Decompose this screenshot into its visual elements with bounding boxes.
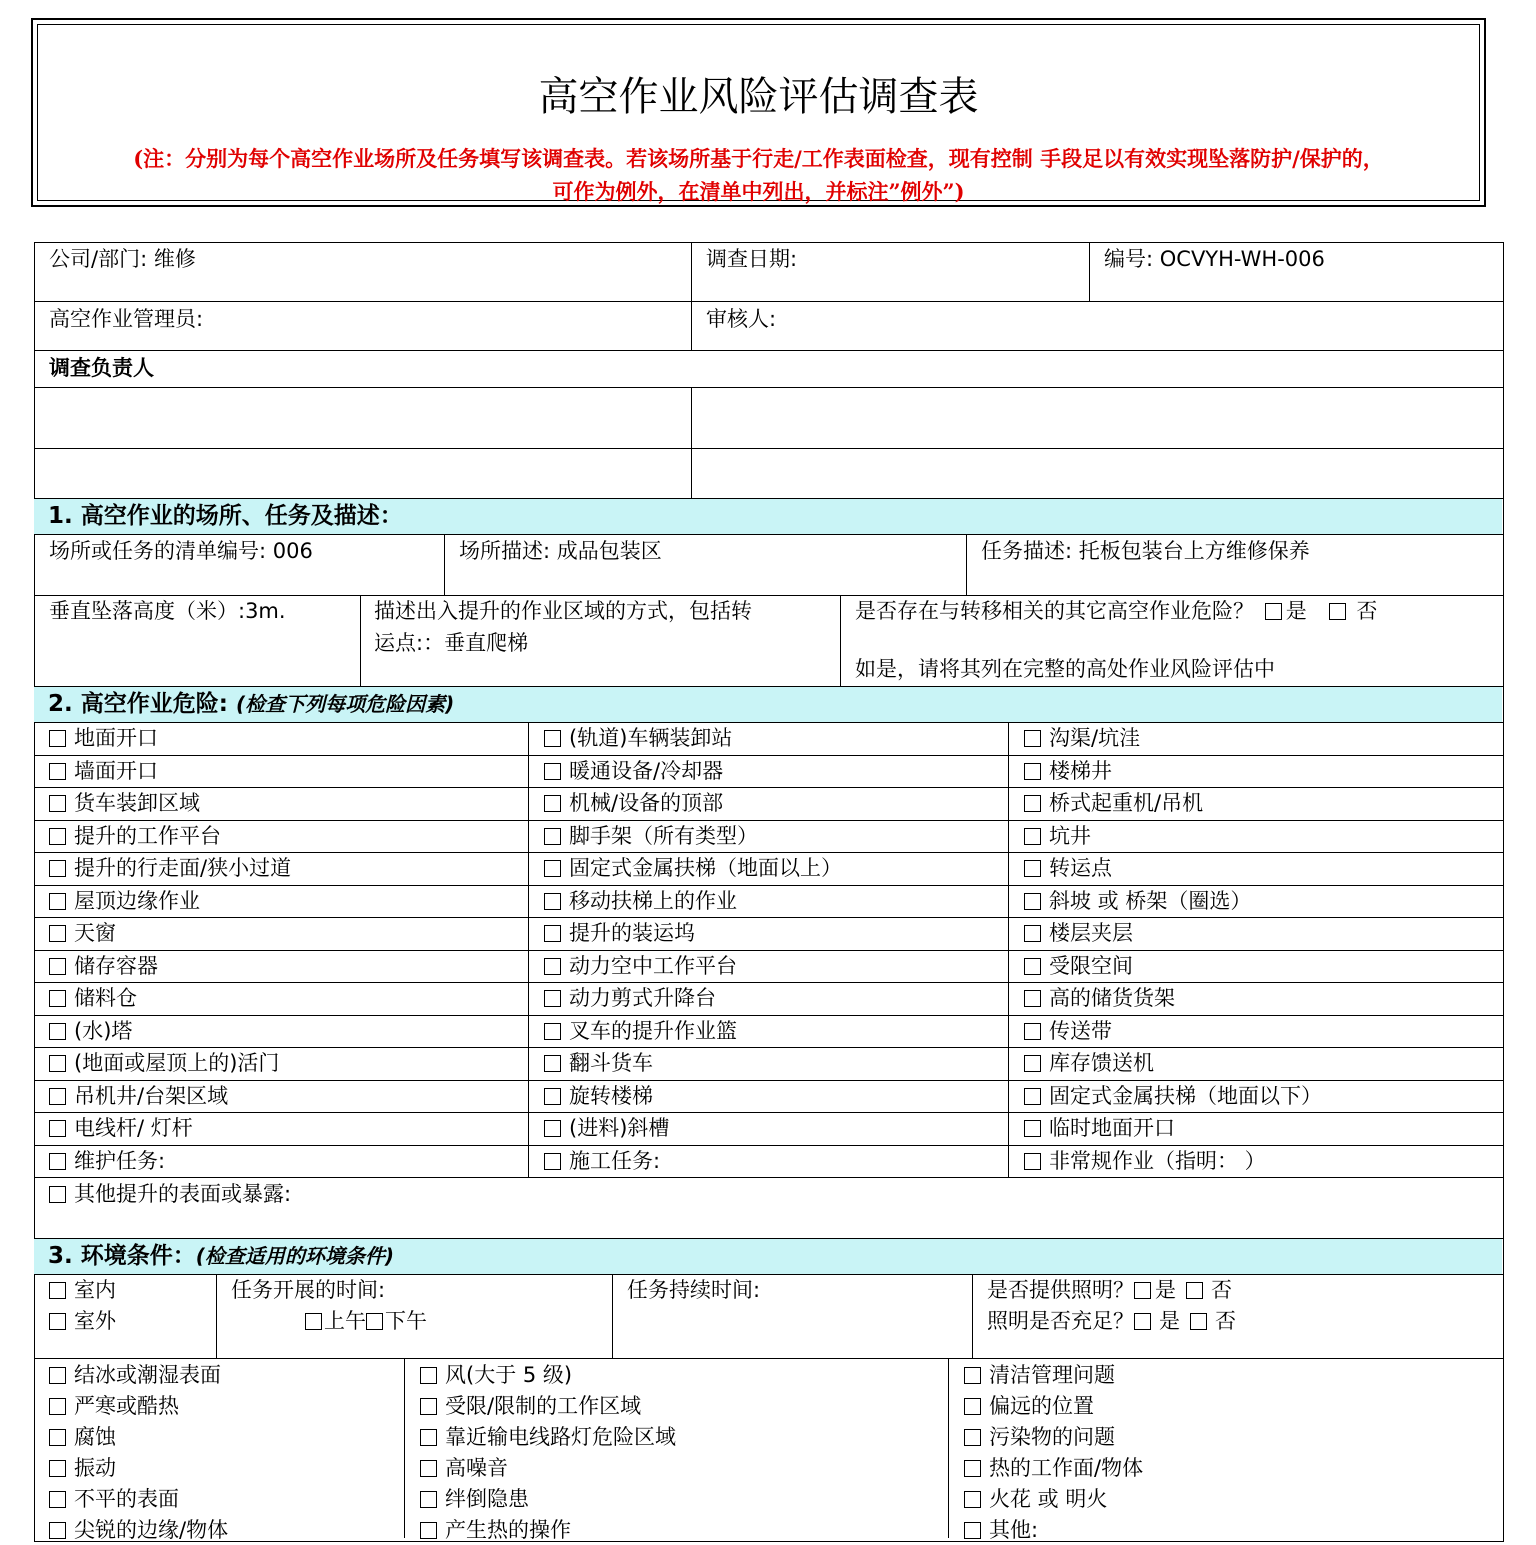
hazard-checkbox[interactable] <box>544 958 561 975</box>
hazard-item <box>544 1081 653 1111</box>
section3-header <box>34 1239 1502 1274</box>
hazard-checkbox[interactable] <box>544 1120 561 1137</box>
hazard-checkbox[interactable] <box>1024 860 1041 877</box>
hazard-item <box>544 756 723 786</box>
note-line-1: (注：分别为每个高空作业场所及任务填写该调查表。若该场所基于行走/工作表面检查，现有控制 手段足以有效实现坠落防护/保护的， <box>133 146 1384 171</box>
lighting-provided-question <box>987 1275 1232 1305</box>
hazard-checkbox[interactable] <box>49 1023 66 1040</box>
environment-item <box>49 1484 179 1514</box>
environment-checkbox[interactable] <box>49 1460 66 1477</box>
outdoor-checkbox[interactable] <box>49 1313 66 1330</box>
hazard-label: 转运点 <box>1049 856 1112 880</box>
header-note <box>48 142 1469 208</box>
hazard-checkbox[interactable] <box>1024 1153 1041 1170</box>
am-pm-options <box>305 1306 427 1336</box>
hazard-checkbox[interactable] <box>1024 990 1041 1007</box>
hazard-item <box>544 1016 737 1046</box>
hazard-checkbox[interactable] <box>1024 763 1041 780</box>
hazard-checkbox[interactable] <box>544 893 561 910</box>
hazard-checkbox[interactable] <box>49 925 66 942</box>
environment-label: 严寒或酷热 <box>74 1394 179 1418</box>
hazard-other-label: 其他提升的表面或暴露: <box>74 1182 292 1206</box>
hazard-checkbox[interactable] <box>544 795 561 812</box>
environment-label: 靠近输电线路灯危险区域 <box>445 1425 676 1449</box>
hazard-checkbox[interactable] <box>544 1088 561 1105</box>
hazard-label: 固定式金属扶梯（地面以下） <box>1049 1083 1322 1108</box>
hazard-item <box>49 723 158 753</box>
hazard-item <box>49 983 137 1013</box>
other-risk-yes-checkbox[interactable] <box>1265 603 1282 620</box>
company-field[interactable]: 公司/部门: 维修 <box>49 247 196 271</box>
environment-checkbox[interactable] <box>420 1429 437 1446</box>
hazard-checkbox[interactable] <box>544 925 561 942</box>
environment-item <box>964 1360 1115 1390</box>
hazard-item <box>49 886 200 916</box>
hazard-item <box>1024 1048 1154 1078</box>
lighting-provided-no-checkbox[interactable] <box>1186 1282 1203 1299</box>
hazard-label: 提升的行走面/狭小过道 <box>74 856 292 880</box>
hazard-item <box>1024 1016 1112 1046</box>
start-time-label: 任务开展的时间: <box>231 1278 386 1302</box>
hazard-checkbox[interactable] <box>544 1023 561 1040</box>
environment-item <box>420 1484 529 1514</box>
environment-label: 其他: <box>989 1518 1039 1542</box>
hazard-item <box>1024 723 1140 753</box>
environment-label: 偏远的位置 <box>989 1394 1094 1418</box>
hazard-checkbox[interactable] <box>49 730 66 747</box>
hazard-checkbox[interactable] <box>544 860 561 877</box>
hazard-label: 高的储货货架 <box>1049 986 1175 1010</box>
hazard-label: 楼梯井 <box>1049 758 1112 783</box>
hazard-label: 旋转楼梯 <box>569 1083 653 1108</box>
section2-header <box>34 687 1502 722</box>
hazard-label: 天窗 <box>74 921 116 945</box>
lighting-adequate-yes-checkbox[interactable] <box>1134 1313 1151 1330</box>
form-number-field[interactable]: 编号: OCVYH-WH-006 <box>1104 247 1325 271</box>
hazard-item <box>1024 1081 1322 1111</box>
section1-number: 1. <box>48 503 73 529</box>
hazard-checkbox[interactable] <box>1024 1023 1041 1040</box>
access-line-1: 描述出入提升的作业区域的方式，包括转 <box>374 599 752 623</box>
environment-checkbox[interactable] <box>964 1367 981 1384</box>
hazard-checkbox[interactable] <box>49 958 66 975</box>
hazard-item <box>1024 1146 1266 1176</box>
environment-item <box>49 1422 116 1452</box>
lighting-provided-yes-checkbox[interactable] <box>1134 1282 1151 1299</box>
hazard-label: 吊机井/台架区域 <box>74 1083 229 1108</box>
place-description-field[interactable]: 场所描述: 成品包装区 <box>459 539 662 563</box>
hazard-checkbox[interactable] <box>49 763 66 780</box>
if-yes-note: 如是，请将其列在完整的高处作业风险评估中 <box>855 657 1275 681</box>
lighting-adequate-yes-label: 是 <box>1159 1309 1180 1333</box>
environment-label: 高噪音 <box>445 1456 508 1480</box>
hazard-label: 维护任务: <box>74 1148 166 1173</box>
lighting-adequate-no-checkbox[interactable] <box>1190 1313 1207 1330</box>
hazard-checkbox[interactable] <box>1024 958 1041 975</box>
hazard-item <box>1024 1113 1175 1143</box>
hazard-other <box>49 1179 291 1209</box>
hazard-item <box>49 918 116 948</box>
environment-label: 尖锐的边缘/物体 <box>74 1518 229 1542</box>
hazard-checkbox[interactable] <box>544 990 561 1007</box>
hazard-checkbox[interactable] <box>49 1153 66 1170</box>
hazard-label: 墙面开口 <box>74 758 158 783</box>
am-checkbox[interactable] <box>305 1313 322 1330</box>
outdoor-option <box>49 1306 116 1336</box>
note-line-2: 可作为例外，在清单中列出，并标注”例外”) <box>552 179 965 204</box>
hazard-checkbox[interactable] <box>1024 1088 1041 1105</box>
hazard-label: 临时地面开口 <box>1049 1116 1175 1140</box>
survey-date-field[interactable]: 调查日期: <box>706 247 798 271</box>
hazard-checkbox[interactable] <box>49 1120 66 1137</box>
environment-label: 结冰或潮湿表面 <box>74 1363 221 1387</box>
hazard-label: 暖通设备/冷却器 <box>569 758 724 783</box>
hazard-label: 动力剪式升降台 <box>569 986 716 1010</box>
hazard-item <box>49 853 291 883</box>
other-risk-label: 是否存在与转移相关的其它高空作业危险？ <box>855 599 1254 623</box>
hazard-label: (轨道)车辆装卸站 <box>569 726 733 750</box>
other-risk-no-checkbox[interactable] <box>1329 603 1346 620</box>
environment-item <box>420 1360 572 1390</box>
hazard-item <box>49 756 158 786</box>
task-description-field[interactable]: 任务描述: 托板包装台上方维修保养 <box>981 539 1310 563</box>
hazard-item <box>1024 886 1251 916</box>
environment-checkbox[interactable] <box>420 1522 437 1539</box>
hazard-label: (水)塔 <box>74 1018 133 1043</box>
hazard-label: 移动扶梯上的作业 <box>569 888 737 913</box>
hazard-checkbox[interactable] <box>49 795 66 812</box>
environment-item <box>964 1484 1107 1514</box>
section3-number: 3. <box>48 1243 73 1269</box>
hazard-item <box>544 1113 669 1143</box>
environment-item <box>420 1453 508 1483</box>
hazard-checkbox[interactable] <box>1024 1120 1041 1137</box>
environment-item <box>49 1391 179 1421</box>
hazard-item <box>544 1048 653 1078</box>
section3-title: 环境条件： <box>80 1243 196 1269</box>
hazard-checkbox[interactable] <box>49 893 66 910</box>
manager-field[interactable]: 高空作业管理员: <box>49 307 204 331</box>
hazard-label: 电线杆/ 灯杆 <box>74 1116 193 1140</box>
hazard-checkbox[interactable] <box>1024 795 1041 812</box>
hazard-item <box>544 1146 660 1176</box>
environment-item <box>964 1515 1038 1545</box>
hazard-label: 货车装卸区域 <box>74 791 200 815</box>
hazard-checkbox[interactable] <box>544 730 561 747</box>
header-box <box>31 18 1486 207</box>
hazard-item <box>544 853 842 883</box>
hazard-item <box>1024 788 1203 818</box>
hazard-label: 固定式金属扶梯（地面以上） <box>569 856 842 880</box>
environment-checkbox[interactable] <box>964 1429 981 1446</box>
hazard-label: 楼层夹层 <box>1049 921 1133 945</box>
hazard-label: 传送带 <box>1049 1018 1112 1043</box>
hazard-label: 机械/设备的顶部 <box>569 791 724 815</box>
hazard-checkbox[interactable] <box>544 828 561 845</box>
hazard-label: 非常规作业（指明： ） <box>1049 1148 1266 1173</box>
hazard-label: 提升的装运坞 <box>569 921 695 945</box>
hazard-label: 库存馈送机 <box>1049 1051 1154 1075</box>
environment-checkbox[interactable] <box>964 1522 981 1539</box>
environment-checkbox[interactable] <box>49 1398 66 1415</box>
investigator-label: 调查负责人 <box>49 356 154 380</box>
pm-label: 下午 <box>385 1309 427 1333</box>
hazard-label: 储料仓 <box>74 986 137 1010</box>
environment-label: 热的工作面/物体 <box>989 1456 1144 1480</box>
hazard-label: 坑井 <box>1049 823 1091 848</box>
environment-label: 污染物的问题 <box>989 1425 1115 1449</box>
indoor-option <box>49 1275 116 1305</box>
hazard-item <box>544 788 723 818</box>
lighting-adequate-label: 照明是否充足？ <box>987 1309 1134 1333</box>
environment-label: 不平的表面 <box>74 1487 179 1511</box>
hazard-checkbox[interactable] <box>49 1088 66 1105</box>
hazard-checkbox[interactable] <box>544 1153 561 1170</box>
environment-item <box>49 1360 221 1390</box>
hazard-item <box>1024 951 1133 981</box>
hazard-label: (进料)斜槽 <box>569 1116 670 1140</box>
environment-label: 受限/限制的工作区域 <box>445 1394 642 1418</box>
environment-checkbox[interactable] <box>420 1460 437 1477</box>
pm-checkbox[interactable] <box>366 1313 383 1330</box>
lighting-provided-yes-label: 是 <box>1155 1278 1176 1302</box>
environment-item <box>964 1453 1143 1483</box>
lighting-adequate-no-label: 否 <box>1215 1309 1236 1333</box>
environment-checkbox[interactable] <box>964 1398 981 1415</box>
hazard-item <box>544 821 758 851</box>
hazard-item <box>544 983 716 1013</box>
environment-label: 产生热的操作 <box>445 1518 571 1542</box>
lighting-adequate-question <box>987 1306 1236 1336</box>
hazard-label: 沟渠/坑洼 <box>1049 726 1141 750</box>
hazard-item <box>49 1081 228 1111</box>
hazard-checkbox[interactable] <box>1024 828 1041 845</box>
section1-header <box>34 499 1502 534</box>
hazard-checkbox[interactable] <box>1024 925 1041 942</box>
hazard-checkbox[interactable] <box>544 1055 561 1072</box>
hazard-label: 储存容器 <box>74 953 158 978</box>
lighting-provided-no-label: 否 <box>1211 1278 1232 1302</box>
hazard-checkbox[interactable] <box>1024 1055 1041 1072</box>
duration-label: 任务持续时间: <box>627 1278 761 1302</box>
hazard-checkbox[interactable] <box>49 860 66 877</box>
other-risk-question <box>855 596 1377 626</box>
environment-checkbox[interactable] <box>49 1367 66 1384</box>
environment-label: 风(大于 5 级) <box>445 1363 573 1387</box>
hazard-item <box>544 886 737 916</box>
hazard-item <box>49 1048 279 1078</box>
lighting-provided-label: 是否提供照明？ <box>987 1278 1134 1302</box>
indoor-checkbox[interactable] <box>49 1282 66 1299</box>
hazard-label: (地面或屋顶上的)活门 <box>74 1051 280 1075</box>
hazard-item <box>49 1016 132 1046</box>
hazard-checkbox[interactable] <box>1024 730 1041 747</box>
hazard-label: 桥式起重机/吊机 <box>1049 791 1204 815</box>
environment-label: 火花 或 明火 <box>989 1487 1108 1511</box>
hazard-item <box>49 1113 193 1143</box>
hazard-label: 屋顶边缘作业 <box>74 888 200 913</box>
environment-checkbox[interactable] <box>49 1491 66 1508</box>
hazard-label: 提升的工作平台 <box>74 823 221 848</box>
hazard-checkbox[interactable] <box>1024 893 1041 910</box>
other-risk-yes-label: 是 <box>1285 599 1307 623</box>
environment-item <box>964 1391 1094 1421</box>
hazard-label: 动力空中工作平台 <box>569 953 737 978</box>
hazard-item <box>1024 853 1112 883</box>
section1-title: 高空作业的场所、任务及描述： <box>80 503 403 529</box>
environment-checkbox[interactable] <box>49 1429 66 1446</box>
hazard-item <box>49 951 158 981</box>
environment-checkbox[interactable] <box>49 1522 66 1539</box>
access-line-2: 运点:：垂直爬梯 <box>374 631 529 655</box>
hazard-item <box>544 951 737 981</box>
indoor-label: 室内 <box>74 1278 116 1302</box>
other-risk-no-label: 否 <box>1356 599 1378 623</box>
header-inner-border <box>37 24 1480 204</box>
environment-label: 腐蚀 <box>74 1425 116 1449</box>
hazard-item <box>1024 821 1091 851</box>
hazard-item <box>49 1146 165 1176</box>
environment-item <box>964 1422 1115 1452</box>
environment-label: 振动 <box>74 1456 116 1480</box>
hazard-item <box>49 788 200 818</box>
environment-checkbox[interactable] <box>964 1491 981 1508</box>
hazard-label: 翻斗货车 <box>569 1051 653 1075</box>
hazard-label: 施工任务: <box>569 1148 661 1173</box>
environment-label: 清洁管理问题 <box>989 1363 1115 1387</box>
section2-hint: (检查下列每项危险因素) <box>235 692 455 716</box>
environment-item <box>420 1515 571 1545</box>
am-label: 上午 <box>324 1309 366 1333</box>
environment-checkbox[interactable] <box>420 1398 437 1415</box>
hazard-item <box>544 918 695 948</box>
section2-number: 2. <box>48 691 73 717</box>
list-number-field[interactable]: 场所或任务的清单编号: 006 <box>49 539 313 563</box>
hazard-other-checkbox[interactable] <box>49 1186 66 1203</box>
hazard-checkbox[interactable] <box>49 990 66 1007</box>
hazard-label: 受限空间 <box>1049 953 1133 978</box>
hazard-checkbox[interactable] <box>49 1055 66 1072</box>
hazard-checkbox[interactable] <box>49 828 66 845</box>
environment-item <box>49 1515 228 1545</box>
hazard-item <box>1024 983 1175 1013</box>
environment-label: 绊倒隐患 <box>445 1487 529 1511</box>
hazard-label: 地面开口 <box>74 726 158 750</box>
fall-height-field[interactable]: 垂直坠落高度（米）:3m. <box>49 599 286 623</box>
outdoor-label: 室外 <box>74 1309 116 1333</box>
environment-checkbox[interactable] <box>420 1491 437 1508</box>
hazard-label: 斜坡 或 桥架（圈选） <box>1049 888 1252 913</box>
hazard-label: 叉车的提升作业篮 <box>569 1018 737 1043</box>
environment-checkbox[interactable] <box>964 1460 981 1477</box>
environment-item <box>420 1391 641 1421</box>
hazard-item <box>1024 918 1133 948</box>
environment-item <box>49 1453 116 1483</box>
hazard-item <box>1024 756 1112 786</box>
page-title: 高空作业风险评估调查表 <box>538 74 979 120</box>
environment-checkbox[interactable] <box>420 1367 437 1384</box>
reviewer-field[interactable]: 审核人: <box>706 307 777 331</box>
hazard-label: 脚手架（所有类型） <box>569 823 758 848</box>
hazard-checkbox[interactable] <box>544 763 561 780</box>
environment-item <box>420 1422 676 1452</box>
section2-title: 高空作业危险: <box>80 691 236 717</box>
section3-hint: (检查适用的环境条件) <box>195 1244 395 1268</box>
form-table <box>34 242 1504 1542</box>
hazard-item <box>49 821 221 851</box>
hazard-item <box>544 723 732 753</box>
